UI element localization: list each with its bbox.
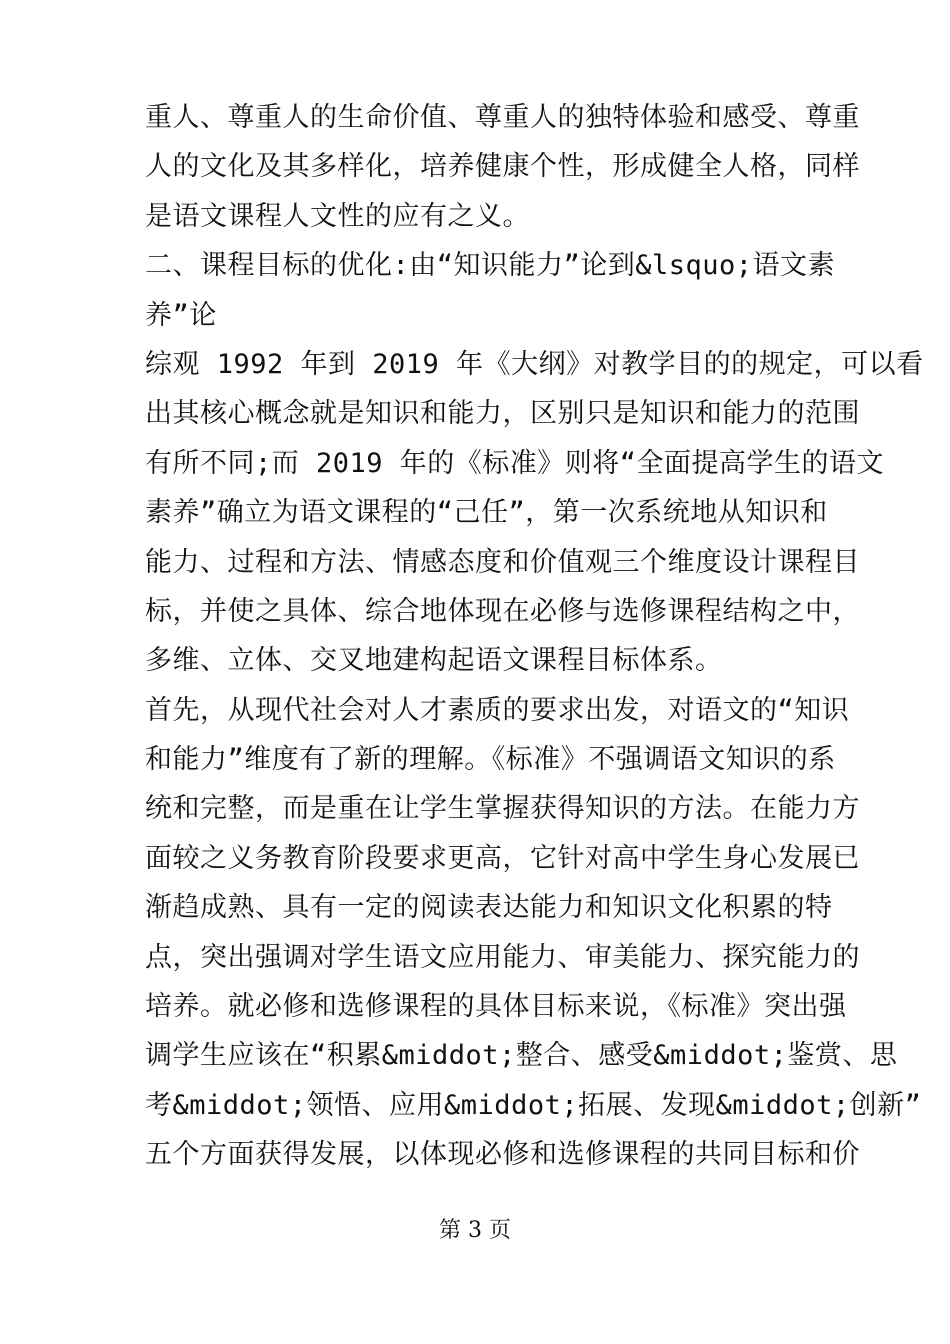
text-line: 素养”确立为语文课程的“己任”，第一次系统地从知识和 — [145, 497, 828, 529]
document-body — [145, 93, 924, 1180]
text-line: 五个方面获得发展，以体现必修和选修课程的共同目标和价 — [145, 1139, 860, 1171]
text-line: 人的文化及其多样化，培养健康个性，形成健全人格，同样 — [145, 151, 860, 183]
text-line: 面较之义务教育阶段要求更高，它针对高中学生身心发展已 — [145, 842, 860, 874]
text-line: 培养。就必修和选修课程的具体目标来说，《标准》突出强 — [145, 991, 847, 1023]
text-line: 标，并使之具体、综合地体现在必修与选修课程结构之中， — [145, 595, 860, 627]
text-line: 出其核心概念就是知识和能力，区别只是知识和能力的范围 — [145, 398, 860, 430]
text-line: 综观 1992 年到 2019 年《大纲》对教学目的的规定，可以看 — [145, 348, 924, 380]
text-line: 点，突出强调对学生语文应用能力、审美能力、探究能力的 — [145, 941, 860, 973]
text-line: 统和完整，而是重在让学生掌握获得知识的方法。在能力方 — [145, 793, 860, 825]
text-line: 渐趋成熟、具有一定的阅读表达能力和知识文化积累的特 — [145, 892, 833, 924]
section-heading-line: 养”论 — [145, 299, 217, 331]
text-line: 是语文课程人文性的应有之义。 — [145, 200, 530, 232]
text-line: 多维、立体、交叉地建构起语文课程目标体系。 — [145, 645, 723, 677]
text-line: 能力、过程和方法、情感态度和价值观三个维度设计课程目 — [145, 546, 860, 578]
text-line: 调学生应该在“积累&middot;整合、感受&middot;鉴赏、思 — [145, 1040, 898, 1072]
text-line: 和能力”维度有了新的理解。《标准》不强调语文知识的系 — [145, 744, 836, 776]
text-line: 考&middot;领悟、应用&middot;拓展、发现&middot;创新” — [145, 1089, 922, 1121]
text-line: 首先，从现代社会对人才素质的要求出发，对语文的“知识 — [145, 694, 850, 726]
text-line: 重人、尊重人的生命价值、尊重人的独特体验和感受、尊重 — [145, 102, 860, 133]
section-heading-line: 二、课程目标的优化:由“知识能力”论到&lsquo;语文素 — [145, 250, 836, 282]
text-line: 有所不同;而 2019 年的《标准》则将“全面提高学生的语文 — [145, 447, 885, 479]
page-number: 第 3 页 — [439, 1218, 511, 1243]
